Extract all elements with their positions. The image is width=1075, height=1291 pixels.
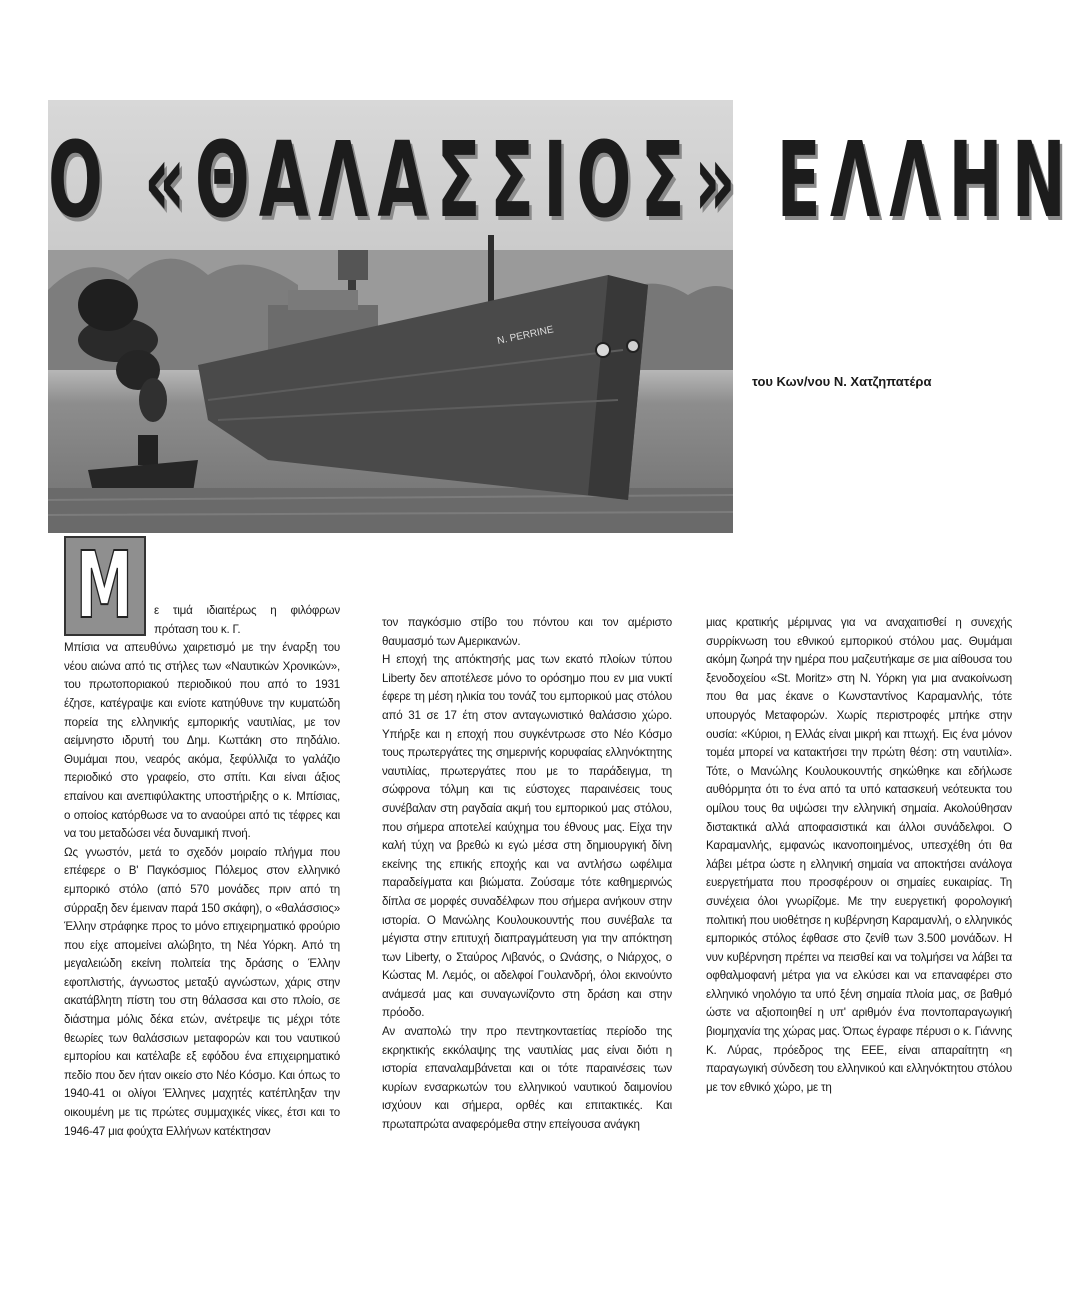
byline: του Κων/νου Ν. Χατζηπατέρα	[752, 374, 932, 389]
dropcap-letter: Μ	[76, 532, 135, 639]
column-1	[64, 604, 340, 1141]
column-3	[706, 614, 1012, 1097]
lead-sentence: ε τιμά ιδιαιτέρως η φιλόφρων πρόταση του κ. Γ.	[154, 604, 340, 636]
paragraph: τον παγκόσμιο στίβο του πόντου και τον αμέριστο θαυμασμό των Αμερικανών.	[382, 616, 672, 648]
paragraph: Μπίσια να απευθύνω χαιρετισμό με την έναρξη του νέου αιώνα από τις στήλες των «Ναυτικών Χρονικών», του πρωτοποριακού περιοδικού που από το 1931 έζησε, κατέγραψε και ενίοτε κατηύθυνε την κυματώδη πορεία της ελληνικής εμπορικής ναυτιλίας, με τον αείμνηστο ιδρυτή του Δημ. Κωττάκη στο πηδάλιο. Θυμάμαι που, νεαρός ακόμα, ξεφύλλιζα το γαλάζιο περιοδικό στο γραφείο, στο σπίτι. Και είναι άξιος επαίνου και ανεπιφύλακτης υποστήριξης ο κ. Μπίσιας, ο οποίος κατόρθωσε να το αναούρει από τις τέφρες και να του μεταδώσει νέα δυναμική πνοή.	[64, 641, 340, 841]
column-2	[382, 614, 672, 1135]
paragraph: Ως γνωστόν, μετά το σχεδόν μοιραίο πλήγμα που επέφερε ο Β' Παγκόσμιος Πόλεμος στον ελληνικό εμπορικό στόλο (από 570 μονάδες πριν από τη σύρραξη δεν έμειναν παρά 150 σκάφη), ο «θαλάσσιος» Έλλην στράφηκε προς το μόνο επιχειρηματικό φρούριο που είχε απομείνει αλώβητο, τη Νέα Υόρκη. Από τη μεγαλειώδη εκείνη πολιτεία της δράσης ο Έλλην εφοπλιστής, άγνωστος μεταξύ αγνώστων, χάρις στην ακατάβλητη πίστη του στη θάλασσα και στο πλοίο, σε διάστημα μόλις δέκα ετών, ανέτρεψε τις μέχρι τότε θεωρίες των θαλάσσιων μεταφορών και του ναυτικού εμπορίου και κατέλαβε εξ εφόδου ένα επιχειρηματικό πεδίο που δεν ήταν οικείο στο Νέο Κόσμο. Και όπως το 1940-41 οι ολίγοι Έλληνες μαχητές κατέπληξαν την οικουμένη με τις πρώτες συμμαχικές νίκες, έτσι και το 1946-47 μια φούχτα Ελλήνων κατέκτησαν	[64, 845, 340, 1138]
paragraph: Η εποχή της απόκτησής μας των εκατό πλοίων τύπου Liberty δεν αποτέλεσε μόνο το ορόσημο που εν μια νυκτί έφερε τη μέση ηλικία του τονάζ του εμπορικού μας στόλου από 31 σε 17 έτη στον ανταγωνιστικό θαλάσσιο χώρο. Υπήρξε και η εποχή που συγκέντρωσε στο Νέο Κόσμο τους πρωτεργάτες της σημερινής κορυφαίας ελληνόκτητης ναυτιλίας, πρωτεργάτες που με το παράδειγμα, τη σώφρονα τόλμη και τις εύστοχες παραινέσεις τους συνέβαλαν στη ραγδαία ακμή του εμπορικού μας στόλου, που σήμερα αποτελεί καύχημα του έθνους μας. Είχα την καλή τύχη να βρεθώ κι εγώ μέσα στη δημιουργική δίνη εκείνης της επικής εποχής και να αντλήσω ωφέλιμα παραδείγματα και βιώματα. Ζούσαμε τότε καθημερινώς δίπλα σε μορφές συναδέλφων που σήμερα ανήκουν στην ιστορία. Ο Μανώλης Κουλουκουντής που συνέβαλε τα μέγιστα στην επιτυχή διαπραγμάτευση για την απόκτηση των Liberty, ο Σταύρος Λιβανός, ο Ωνάσης, ο Νιάρχος, ο Κώστας Μ. Λεμός, οι αδελφοί Γουλανδρή, όλοι εκινούντο ανάμεσά μας και συναγωνίζοντο στη δράση και στην πρόοδο.	[382, 653, 672, 1020]
paragraph: μιας κρατικής μέριμνας για να αναχαιτισθεί η συνεχής συρρίκνωση του εθνικού εμπορικού στόλου μας. Θυμάμαι ακόμη ζωηρά την ημέρα που μαζευτήκαμε σε μια αίθουσα του ξενοδοχείου «St. Moritz» στη Ν. Υόρκη για μια ανακοίνωση που θα μας έκανε ο Κωνσταντίνος Καραμανλής, τότε υπουργός Μεταφορών. Χωρίς περιστροφές μπήκε στην ουσία: «Κύριοι, η Ελλάς είναι μικρή και πτωχή. Εις ένα μόνον τομέα μπορεί να κατακτήσει την πρώτη θέση: στη ναυτιλία». Τότε, ο Μανώλης Κουλουκουντής σηκώθηκε και εδήλωσε αυθόρμητα ότι το ένα από τα υπό κατασκευή νεότευκτα του ομίλου τους θα υψώσει την ελληνική σημαία. Ακολούθησαν διστακτικά αλλά αποφασιστικά και άλλοι συνάδελφοι. Ο Καραμανλής, εμφανώς ικανοποιημένος, υπεσχέθη ότι θα λάβει μέτρα ώστε η ελληνική σημαία να αποκτήσει ανάλογα ευεργετήματα που προσφέρουν οι σημαίες ευκαιρίας. Τη συνέχεια όλοι γνωρίζομε. Με την ευεργετική φορολογική πολιτική που υιοθέτησε η κυβέρνηση Καραμανλή, ο ελληνικός εμπορικός στόλος έφθασε στο ζενίθ των 3.500 μονάδων. Η νυν κυβέρνηση πρέπει να πεισθεί και να τολμήσει να λάβει τα οφθαλμοφανή μέτρα για να ελκύσει και να επαναφέρει στο ελληνικό νηολόγιο τα υπό ξένη σημαία πλοία μας, σε βαθμό ώστε να αξιοποιηθεί η υπ' αριθμόν ένα ποντοπαραγωγική βιομηχανία της χώρας μας. Όπως έγραφε πέρυσι ο κ. Γιάννης Κ. Λύρας, πρόεδρος της ΕΕΕ, είναι απαραίτητη «η παραγωγική σύνδεση του ελληνικού και ελληνόκτητου στόλου με τον εθνικό χώρο, με τη	[706, 616, 1012, 1094]
paragraph: Αν αναπολώ την προ πεντηκονταετίας περίοδο της εκρηκτικής εκκόλαψης της ναυτιλίας μας είναι διότι η ιστορία επαναλαμβάνεται και οι τότε παραινέσεις των κυρίων ενσαρκωτών του ελληνικού ναυτικού δαιμονίου ισχύουν και σήμερα, ορθές και επιτακτικές. Και πρωταπρώτα αναφερόμεθα στην επείγουσα ανάγκη	[382, 1025, 672, 1132]
headline: Ο «ΘΑΛΑΣΣΙΟΣ» ΕΛΛΗΝ	[48, 119, 1075, 241]
ship-name: N. PERRINE	[496, 324, 555, 347]
